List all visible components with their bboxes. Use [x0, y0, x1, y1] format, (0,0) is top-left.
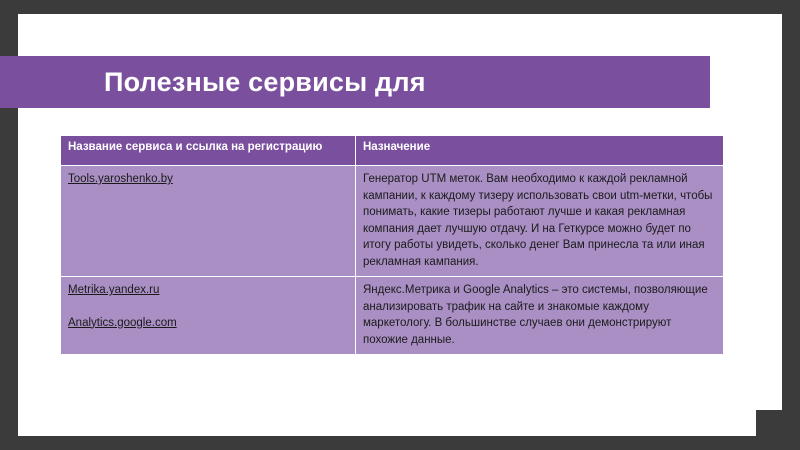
service-link[interactable]: Metrika.yandex.ru: [68, 284, 160, 296]
service-link[interactable]: Analytics.google.com: [68, 316, 177, 329]
column-header-purpose: Назначение: [356, 136, 724, 166]
service-description-cell: [356, 166, 724, 277]
table-body: [61, 166, 724, 355]
service-links-cell: [61, 277, 356, 355]
table-row: [61, 277, 724, 355]
table-header-row: [61, 136, 724, 166]
page-title: Полезные сервисы для: [104, 67, 426, 97]
service-description-cell: [356, 277, 724, 355]
service-links-cell: [61, 166, 356, 277]
service-link[interactable]: Tools.yaroshenko.by: [68, 173, 173, 185]
services-table-container: [60, 135, 724, 355]
services-table: [60, 135, 724, 355]
corner-accent: [756, 410, 782, 436]
column-header-service: Название сервиса и ссылка на регистрацию: [61, 136, 356, 166]
table-row: [61, 166, 724, 277]
service-description-text: Генератор UTM меток. Вам необходимо к каждой рекламной кампании, к каждому тизеру использовать свои utm-метки, чтобы понимать, какие тизеры работают лучше и какая рекламная компания дает лучшую отдачу. И на Геткурсе можно будет по итогу работы увидеть, сколько денег Вам принесла та или иная рекламная кампания.: [363, 173, 713, 268]
service-description-text: Яндекс.Метрика и Google Analytics – это системы, позволяющие анализировать трафик на сайте и знакомые каждому маркетологу. В большинстве случаев они демонстрируют похожие данные.: [363, 284, 708, 346]
table-header: [61, 136, 724, 166]
